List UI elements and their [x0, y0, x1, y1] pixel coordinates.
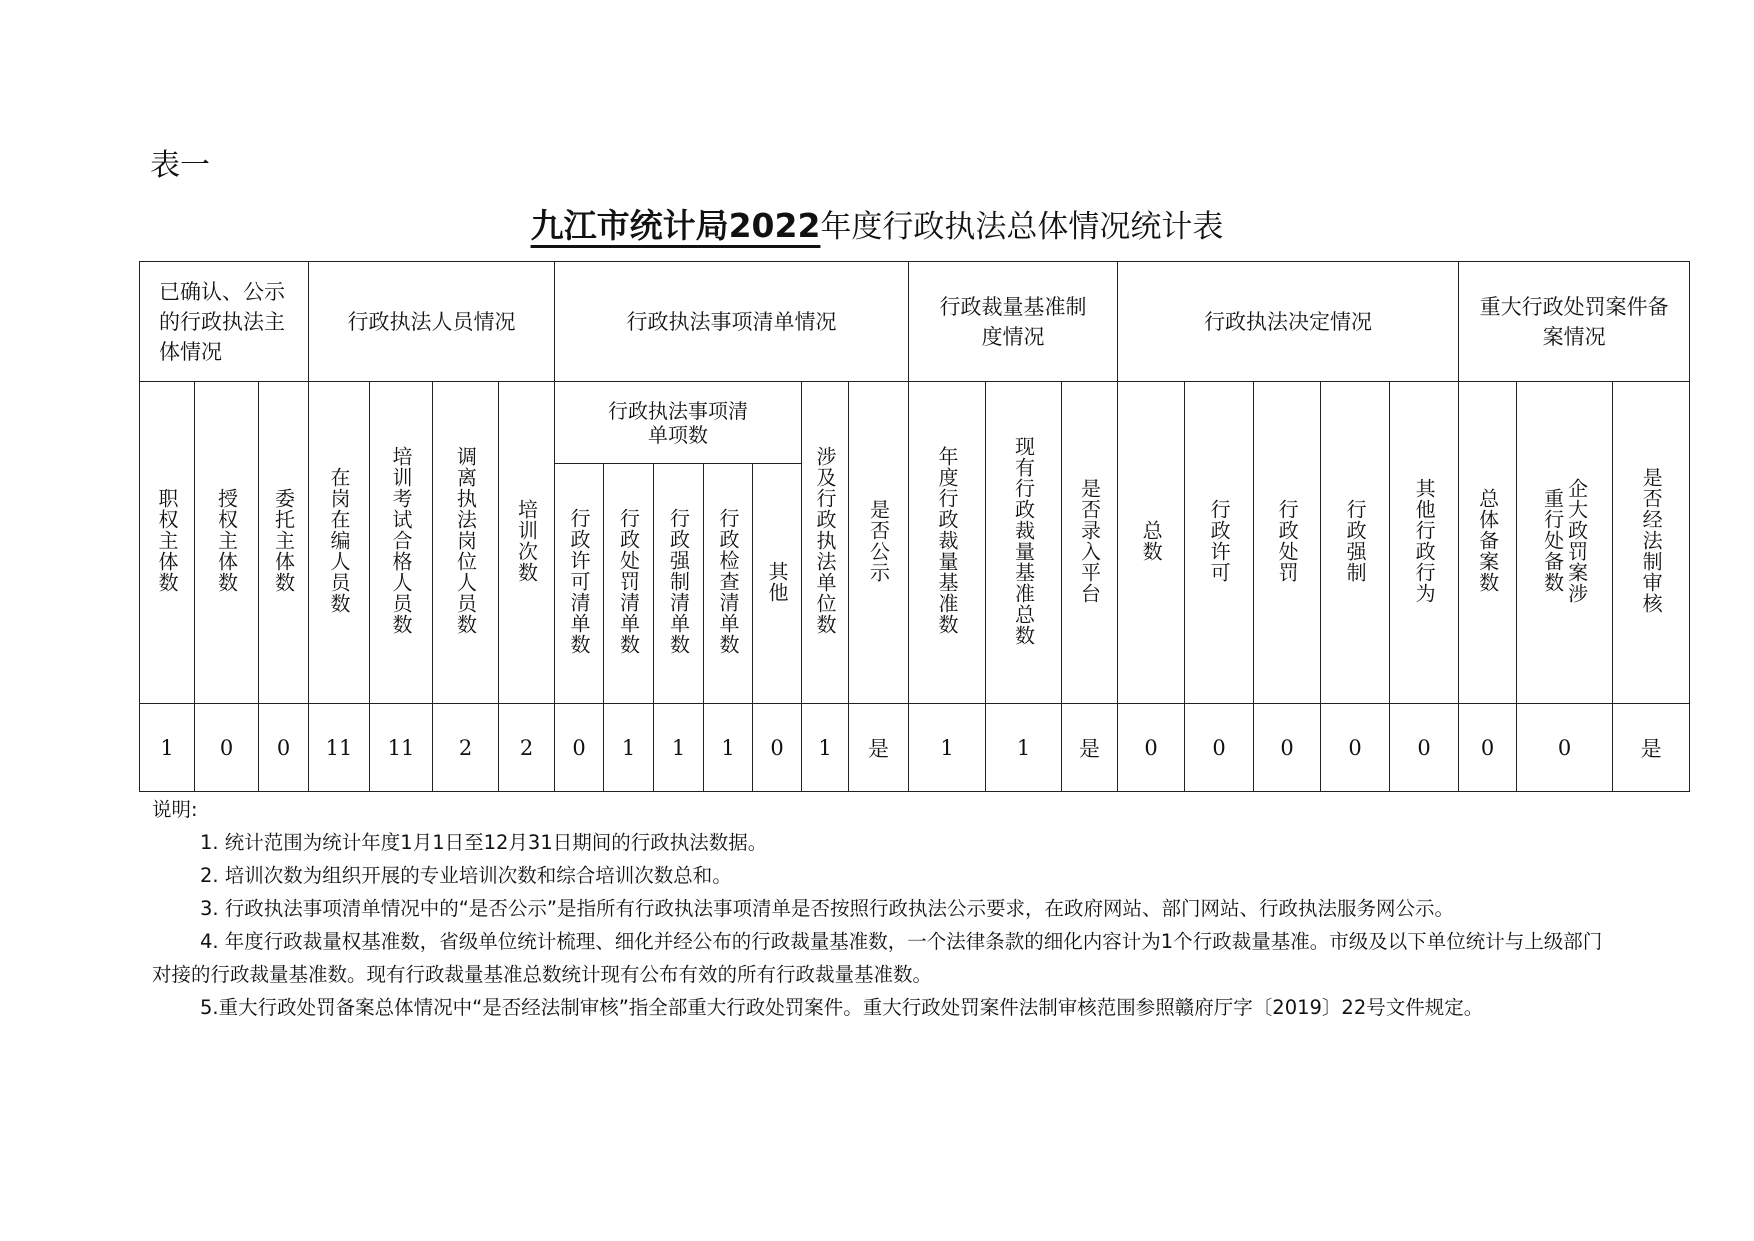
cell-value: 2 — [499, 704, 555, 792]
group-decisions: 行政执法决定情况 — [1118, 262, 1459, 382]
note-item: 4. 年度行政裁量权基准数，省级单位统计梳理、细化并经公布的行政裁量基准数，一个法律条款的细化内容计为1个行政裁量基准。市级及以下单位统计与上级部门对接的行政裁量基准数。现有行政裁量基准总数统计现有公布有效的所有行政裁量基准数。 — [152, 930, 1603, 986]
col-header: 行政检查清单数 — [704, 464, 753, 704]
cell-value: 0 — [1118, 704, 1185, 792]
cell-value: 是 — [1062, 704, 1118, 792]
cell-value: 1 — [704, 704, 753, 792]
col-header: 行政许可清单数 — [555, 464, 604, 704]
cell-value: 2 — [433, 704, 499, 792]
group-law-subjects: 已确认、公示的行政执法主体情况 — [140, 262, 309, 382]
data-row — [140, 704, 1690, 792]
cell-value: 1 — [802, 704, 849, 792]
col-header: 行政处罚清单数 — [604, 464, 654, 704]
cell-value: 0 — [1185, 704, 1254, 792]
col-header: 职权主体数 — [140, 382, 195, 704]
cell-value: 1 — [654, 704, 704, 792]
cell-value: 0 — [1390, 704, 1459, 792]
notes-heading: 说明: — [152, 798, 198, 821]
col-header: 在岗在编人员数 — [309, 382, 370, 704]
notes-section — [152, 793, 1612, 1024]
col-header: 行政强制清单数 — [654, 464, 704, 704]
cell-value: 0 — [195, 704, 259, 792]
col-header: 委托主体数 — [259, 382, 309, 704]
cell-value: 0 — [1459, 704, 1517, 792]
col-header: 涉及行政执法单位数 — [802, 382, 849, 704]
cell-value: 0 — [555, 704, 604, 792]
cell-value: 1 — [140, 704, 195, 792]
title-unit-year: 九江市统计局2022 — [530, 206, 821, 245]
subgroup-item-count: 行政执法事项清单项数 — [555, 382, 802, 464]
cell-value: 是 — [849, 704, 909, 792]
col-header: 企大政罚案涉重行处备数 — [1517, 382, 1613, 704]
note-item: 2. 培训次数为组织开展的专业培训次数和综合培训次数总和。 — [200, 864, 732, 887]
col-header: 其他 — [753, 464, 802, 704]
group-header-row — [140, 262, 1690, 382]
col-header: 其他行政行为 — [1390, 382, 1459, 704]
note-item: 5.重大行政处罚备案总体情况中“是否经法制审核”指全部重大行政处罚案件。重大行政处罚案件法制审核范围参照赣府厅字〔2019〕22号文件规定。 — [200, 996, 1484, 1019]
cell-value: 1 — [909, 704, 986, 792]
cell-value: 1 — [604, 704, 654, 792]
col-header: 授权主体数 — [195, 382, 259, 704]
col-header: 培训考试合格人员数 — [370, 382, 433, 704]
group-item-list: 行政执法事项清单情况 — [555, 262, 909, 382]
col-header: 总数 — [1118, 382, 1185, 704]
col-header: 行政许可 — [1185, 382, 1254, 704]
cell-value: 0 — [1321, 704, 1390, 792]
cell-value: 11 — [370, 704, 433, 792]
group-major-penalty: 重大行政处罚案件备案情况 — [1459, 262, 1690, 382]
col-header: 是否公示 — [849, 382, 909, 704]
col-header: 培训次数 — [499, 382, 555, 704]
cell-value: 11 — [309, 704, 370, 792]
cell-value: 1 — [986, 704, 1062, 792]
cell-value: 0 — [1517, 704, 1613, 792]
table-label: 表一 — [150, 148, 210, 183]
cell-value: 0 — [753, 704, 802, 792]
statistics-table — [139, 261, 1690, 792]
col-header: 现有行政裁量基准总数 — [986, 382, 1062, 704]
col-header: 是否经法制审核 — [1613, 382, 1690, 704]
page-title — [0, 200, 1754, 247]
col-header: 调离执法岗位人员数 — [433, 382, 499, 704]
note-item: 3. 行政执法事项清单情况中的“是否公示”是指所有行政执法事项清单是否按照行政执法公示要求，在政府网站、部门网站、行政执法服务网公示。 — [200, 897, 1455, 920]
cell-value: 是 — [1613, 704, 1690, 792]
subgroup-row — [140, 382, 1690, 464]
col-header: 年度行政裁量基准数 — [909, 382, 986, 704]
cell-value: 0 — [1254, 704, 1321, 792]
title-rest: 年度行政执法总体情况统计表 — [820, 209, 1224, 245]
col-header: 行政强制 — [1321, 382, 1390, 704]
group-discretion: 行政裁量基准制度情况 — [909, 262, 1118, 382]
col-header: 行政处罚 — [1254, 382, 1321, 704]
group-personnel: 行政执法人员情况 — [309, 262, 555, 382]
col-header: 总体备案数 — [1459, 382, 1517, 704]
cell-value: 0 — [259, 704, 309, 792]
col-header: 是否录入平台 — [1062, 382, 1118, 704]
note-item: 1. 统计范围为统计年度1月1日至12月31日期间的行政执法数据。 — [200, 831, 768, 854]
